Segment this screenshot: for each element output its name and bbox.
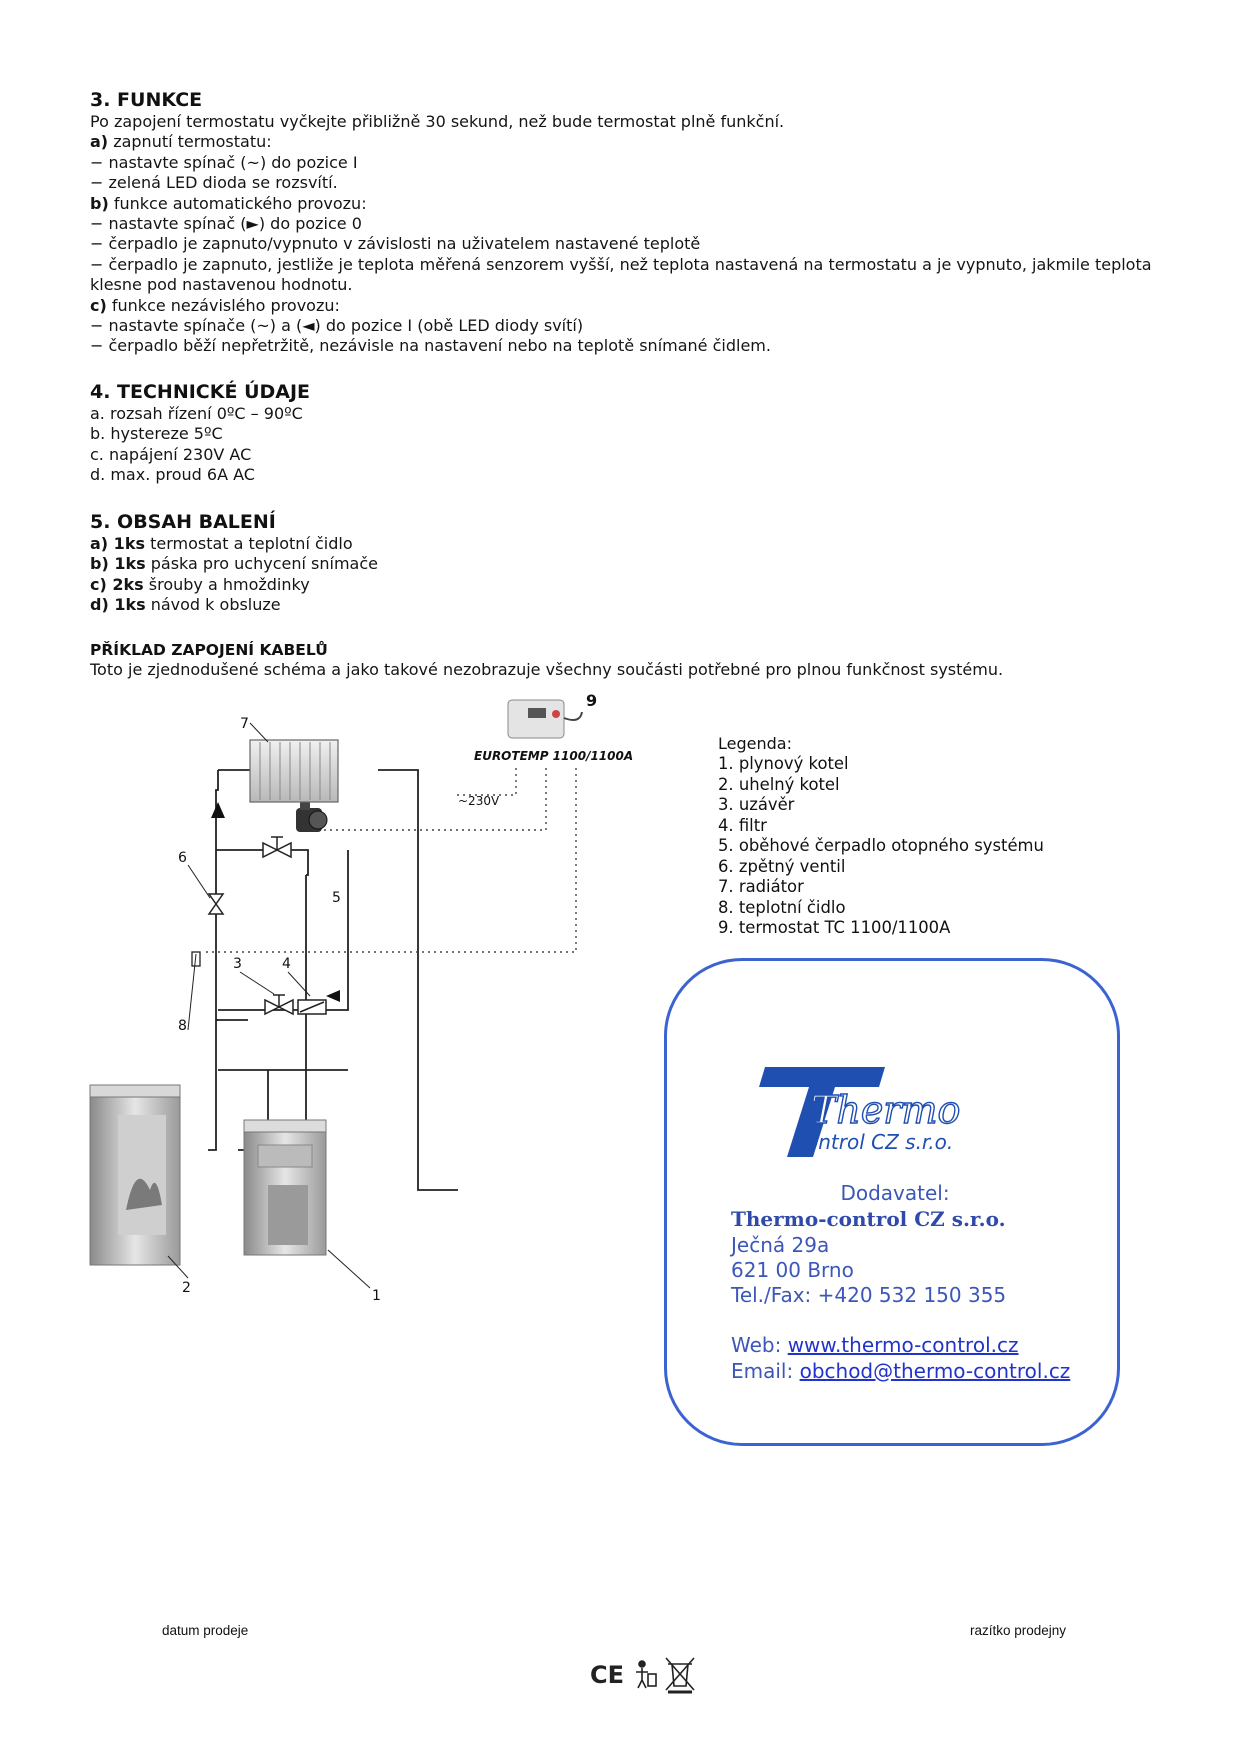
svg-text:9: 9	[586, 691, 598, 710]
legend-item: 8. teplotní čidlo	[718, 897, 846, 917]
legend-title: Legenda:	[718, 734, 792, 753]
svg-text:1: 1	[372, 1288, 381, 1304]
legend-item: 1. plynový kotel	[718, 754, 849, 774]
package-item: d) 1ks návod k obsluze	[90, 595, 281, 615]
shutoff-valve-icon	[263, 837, 291, 857]
heading-priklad-zapojeni: PŘÍKLAD ZAPOJENÍ KABELŮ	[90, 641, 328, 659]
svg-text:3: 3	[233, 956, 242, 972]
recycle-person-icon	[636, 1661, 656, 1688]
check-valve-icon	[209, 894, 223, 914]
funkce-b-line: − čerpadlo je zapnuto/vypnuto v závislosti na uživatelem nastavené teplotě	[90, 234, 701, 254]
funkce-b-line: − nastavte spínač (►) do pozice 0	[90, 214, 362, 234]
funkce-a-line: − nastavte spínač (~) do pozice I	[90, 152, 358, 172]
svg-text:7: 7	[240, 716, 249, 732]
supplier-email-row: Email: obchod@thermo-control.cz	[731, 1359, 1071, 1383]
svg-text:2: 2	[182, 1280, 191, 1296]
web-link[interactable]: www.thermo-control.cz	[787, 1333, 1019, 1357]
legend-item: 9. termostat TC 1100/1100A	[718, 918, 951, 938]
package-item: b) 1ks páska pro uchycení snímače	[90, 554, 378, 574]
filter-icon	[298, 1000, 326, 1014]
ce-icon: CE	[590, 1661, 625, 1689]
funkce-b-line: − čerpadlo je zapnuto, jestliže je teplota měřená senzorem vyšší, než teplota nastavená na termostatu a je vypnuto, jakmile teplota klesne pod nastavenou hodnotu.	[90, 254, 1152, 295]
supplier-city: 621 00 Brno	[731, 1258, 854, 1282]
email-link[interactable]: obchod@thermo-control.cz	[799, 1359, 1071, 1383]
supplier-label: Dodavatel:	[840, 1181, 950, 1205]
svg-text:4: 4	[282, 956, 291, 972]
section-obsah-baleni	[90, 510, 1170, 616]
svg-text:5: 5	[332, 890, 341, 906]
voltage-label: ~230V	[458, 794, 500, 808]
legend	[718, 734, 1098, 939]
legend-item: 6. zpětný ventil	[718, 856, 846, 876]
legend-item: 2. uhelný kotel	[718, 774, 840, 794]
svg-text:8: 8	[178, 1018, 187, 1034]
coal-boiler-icon	[90, 1085, 180, 1265]
pump-icon	[296, 802, 327, 832]
footer-date-of-sale: datum prodeje	[162, 1623, 249, 1638]
legend-item: 5. oběhové čerpadlo otopného systému	[718, 836, 1044, 856]
tech-item: a. rozsah řízení 0ºC – 90ºC	[90, 404, 303, 423]
wiring-diagram	[88, 690, 708, 1320]
funkce-c-line: − čerpadlo běží nepřetržitě, nezávisle na nastavení nebo na teplotě snímané čidlem.	[90, 336, 771, 356]
supplier-web-row: Web: www.thermo-control.cz	[731, 1333, 1019, 1357]
legend-item: 3. uzávěr	[718, 795, 795, 815]
funkce-c-line: − nastavte spínače (~) a (◄) do pozice I (obě LED diody svítí)	[90, 316, 584, 336]
svg-text:control CZ s.r.o.: control CZ s.r.o.	[795, 1130, 954, 1154]
supplier-box	[664, 958, 1120, 1446]
section-technicke-udaje	[90, 380, 1170, 486]
section-priklad-zapojeni	[90, 640, 1170, 680]
flow-arrow-icon	[211, 802, 225, 818]
funkce-intro: Po zapojení termostatu vyčkejte přibližně 30 sekund, než bude termostat plně funkční.	[90, 112, 785, 131]
tech-item: c. napájení 230V AC	[90, 444, 252, 464]
diagram-numbers	[168, 691, 597, 1304]
priklad-text: Toto je zjednodušené schéma a jako takové nezobrazuje všechny součásti potřebné pro plnou funkčnost systému.	[90, 660, 1004, 679]
supplier-phone: Tel./Fax: +420 532 150 355	[731, 1283, 1007, 1307]
gas-boiler-icon	[244, 1120, 326, 1255]
heading-obsah-baleni: 5. OBSAH BALENÍ	[90, 511, 276, 533]
compliance-marks	[590, 1654, 700, 1694]
funkce-b-title: b) funkce automatického provozu:	[90, 193, 367, 213]
supplier-name: Thermo-control CZ s.r.o.	[731, 1207, 1006, 1231]
thermostat-device-icon	[508, 700, 582, 738]
section-funkce	[90, 88, 1170, 357]
legend-item: 7. radiátor	[718, 877, 804, 897]
heading-funkce: 3. FUNKCE	[90, 89, 203, 111]
svg-text:6: 6	[178, 850, 187, 866]
funkce-a-title: a) zapnutí termostatu:	[90, 132, 272, 152]
company-logo	[755, 1057, 975, 1159]
supplier-street: Ječná 29a	[731, 1233, 830, 1257]
radiator-icon	[250, 740, 338, 802]
svg-text:Thermo: Thermo	[811, 1088, 961, 1132]
legend-item: 4. filtr	[718, 815, 767, 835]
crossed-bin-icon	[666, 1658, 694, 1692]
funkce-c-title: c) funkce nezávislého provozu:	[90, 295, 340, 315]
footer-shop-stamp: razítko prodejny	[970, 1623, 1067, 1638]
tech-item: d. max. proud 6A AC	[90, 465, 255, 485]
package-item: a) 1ks termostat a teplotní čidlo	[90, 534, 353, 553]
shutoff-valve-icon	[265, 995, 293, 1014]
tech-item: b. hystereze 5ºC	[90, 424, 223, 444]
package-item: c) 2ks šrouby a hmoždinky	[90, 574, 310, 594]
heading-technicke-udaje: 4. TECHNICKÉ ÚDAJE	[90, 381, 311, 403]
flow-arrow-icon	[326, 990, 340, 1002]
device-label: EUROTEMP 1100/1100A	[474, 749, 634, 763]
funkce-a-line: − zelená LED dioda se rozsvítí.	[90, 173, 338, 193]
